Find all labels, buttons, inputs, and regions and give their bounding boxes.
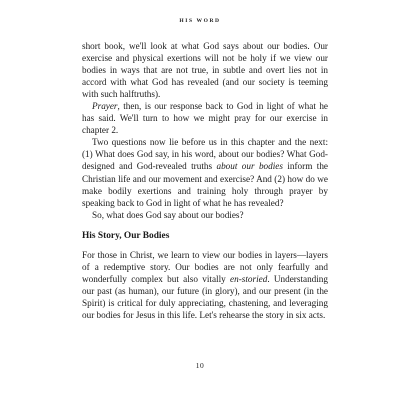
text-run: Two questions now lie before us in this chapter and the next: (1) What does God say, in his word, about our bodies? What God-designed and God-revealed truths (82, 137, 328, 172)
text-run: inform the Christian life and our movement and exercise? And (2) how do we make bodily exertions and training holy through prayer by speaking back to God in light of what he has revealed? (82, 161, 328, 208)
section-heading: His Story, Our Bodies (82, 230, 170, 241)
text-run: short book, we'll look at what God says about our bodies. Our exercise and physical exertions will not be holy if we view our bodies in ways that are not true, in subtle and overt lies not in accord with what God has revealed (and our society is teeming with such halftruths). (82, 41, 328, 100)
text-run: So, what does God say about our bodies? (92, 209, 244, 220)
paragraphs-bottom (82, 249, 328, 321)
text-run: , then, is our response back to God in light of what he has said. We'll turn to how we might pray for our exercise in chapter 2. (82, 101, 328, 136)
italic-text: Prayer (92, 101, 118, 112)
body-text (82, 40, 328, 321)
text-run: For those in Christ, we learn to view our bodies in layers—layers of a redemptive story. Our bodies are not only fearfully and wonderfully complex but also vitally (82, 249, 328, 284)
paragraph (82, 209, 328, 221)
paragraph (82, 40, 328, 100)
italic-text: about our bodies (216, 161, 283, 172)
paragraph (82, 136, 328, 208)
paragraph (82, 100, 328, 136)
page-number: 10 (195, 361, 205, 370)
paragraphs-top (82, 40, 328, 221)
paragraph (82, 249, 328, 321)
running-header: HIS WORD (179, 18, 221, 24)
italic-text: en-storied (230, 273, 268, 284)
text-run: . Understanding our past (as human), our future (in glory), and our present (in the Spirit) is critical for duly appreciating, chastening, and leveraging our bodies for Jesus in this life. Let's rehearse the story in six acts. (82, 273, 328, 320)
